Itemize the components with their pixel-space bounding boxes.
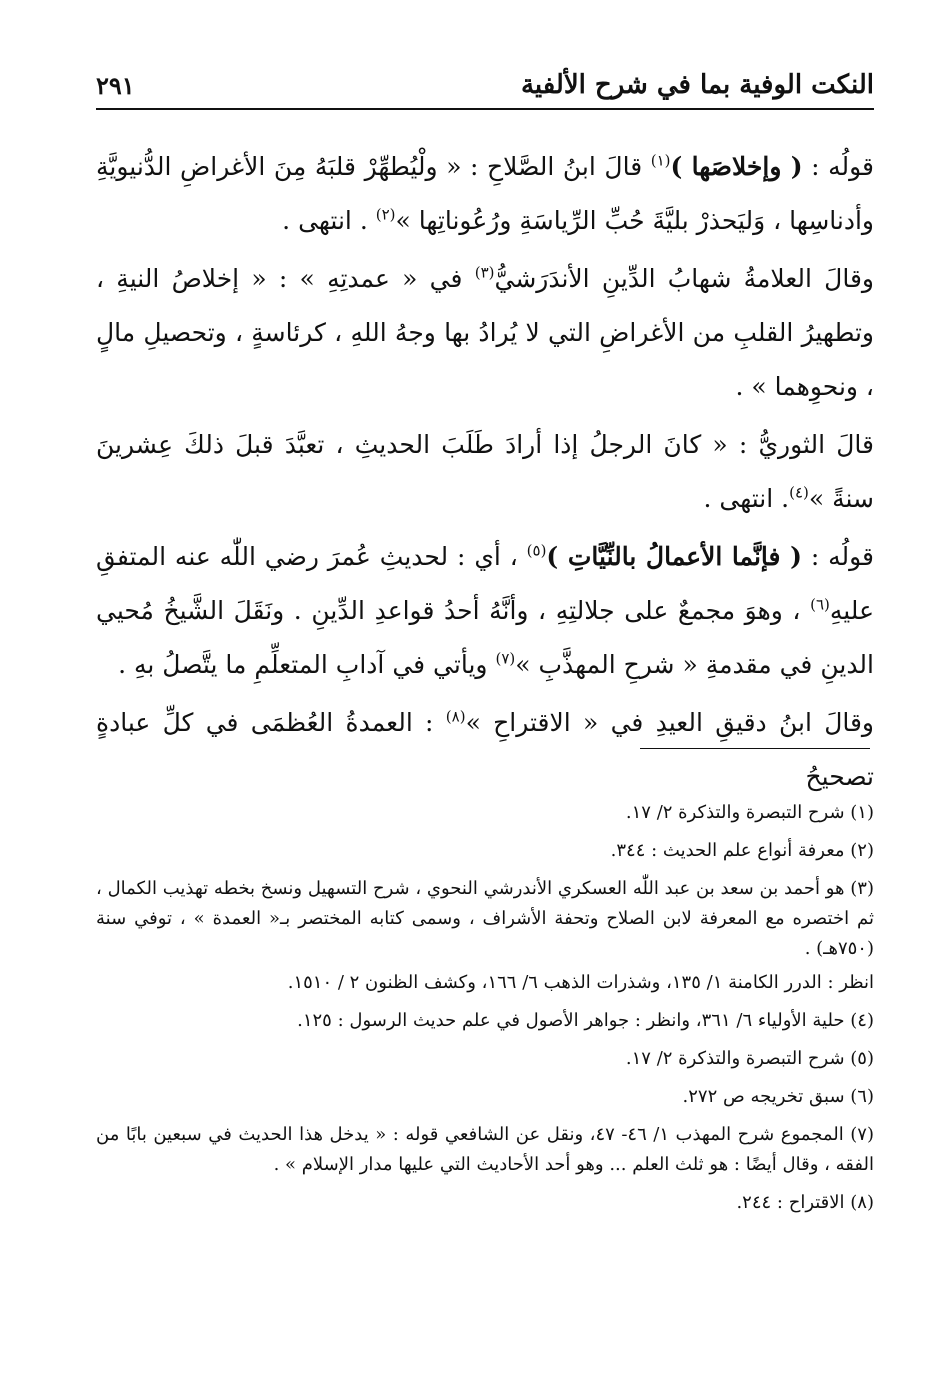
paragraph-1-end: . انتهى . — [282, 206, 376, 235]
footnote-ref: (٧) — [495, 649, 516, 668]
quoted-phrase: ( وإخلاصَها ) — [670, 152, 803, 181]
paragraph-5-text-a: وقالَ ابنُ دقيقِ العيدِ في « الاقتراحِ » — [465, 708, 874, 737]
paragraph-3-end: . انتهى . — [703, 484, 790, 513]
running-title: النكت الوفية بما في شرح الألفية — [520, 70, 874, 100]
paragraph-5-text-b: : العمدةُ العُظمَى في كلِّ عبادةٍ تصحيحُ — [96, 708, 874, 791]
paragraph-1 — [96, 140, 874, 248]
footnote-7: (٧) المجموع شرح المهذب ١/ ٤٦- ٤٧، ونقل عن الشافعي قوله : « يدخل هذا الحديث في سبعين بابًا من الفقه ، وقال أيضًا : هو ثلث العلم ... وهو أحد الأحاديث التي عليها مدار الإسلام » . — [96, 1124, 874, 1175]
footnote-ref: (٥) — [526, 541, 547, 560]
paragraph-4-intro: قولُه : — [801, 542, 874, 571]
footnote-4: (٤) حلية الأولياء ٦/ ٣٦١، وانظر : جواهر الأصول في علم حديث الرسول : ١٢٥. — [297, 1010, 874, 1031]
paragraph-5 — [96, 696, 874, 804]
paragraph-4-text-a: ، أي : لحديثِ عُمرَ رضي اللّٰه عنه المتفقِ عليهِ — [96, 542, 874, 625]
paragraph-4-text-b: ، وهوَ مجمعٌ على جلالتِهِ ، وأنَّهُ أحدُ قواعدِ الدِّينِ . ونَقَلَ الشَّيخُ مُحيي الدينِ في مقدمةِ « شرحِ المهذَّبِ » — [96, 596, 874, 679]
paragraph-3-text: قالَ الثوريُّ : « كانَ الرجلُ إذا أرادَ طَلَبَ الحديثِ ، تعبَّدَ قبلَ ذلكَ عِشرينَ سنةً » — [96, 430, 874, 513]
quoted-phrase: ( فإنَّما الأعمالُ بالنِّيَّاتِ ) — [546, 542, 802, 571]
paragraph-3 — [96, 418, 874, 526]
footnote-ref: (٦) — [810, 595, 830, 614]
footnote-1: (١) شرح التبصرة والتذكرة ٢/ ١٧. — [625, 802, 874, 823]
page-number: ٢٩١ — [96, 70, 135, 100]
footnote-ref: (١) — [650, 151, 671, 170]
footnote-ref: (٢) — [375, 205, 396, 224]
footnote-3-sources: انظر : الدرر الكامنة ١/ ١٣٥، وشذرات الذهب ٦/ ١٦٦، وكشف الظنون ٢ / ١٥١٠. — [287, 972, 874, 993]
footnotes — [96, 798, 874, 1226]
paragraph-4-text-c: ويأتي في آدابِ المتعلِّمِ ما يتَّصلُ بهِ . — [118, 650, 496, 679]
footnote-divider — [640, 748, 870, 749]
main-text — [96, 140, 874, 804]
footnote-ref: (٣) — [474, 263, 495, 282]
paragraph-2 — [96, 252, 874, 414]
paragraph-1-text: قالَ ابنُ الصَّلاحِ : « ولْيُطهِّرْ قلبَهُ مِنَ الأغراضِ الدُّنيويَّةِ وأدناسِها ، وَليَحذرْ بليَّةَ حُبِّ الرِّياسَةِ ورُعُوناتِها » — [96, 152, 874, 235]
footnote-2: (٢) معرفة أنواع علم الحديث : ٣٤٤. — [610, 840, 874, 861]
footnote-5: (٥) شرح التبصرة والتذكرة ٢/ ١٧. — [625, 1048, 874, 1069]
paragraph-4 — [96, 530, 874, 692]
footnote-6: (٦) سبق تخريجه ص ٢٧٢. — [682, 1086, 874, 1107]
footnote-ref: (٤) — [789, 483, 809, 502]
footnote-8: (٨) الاقتراح : ٢٤٤. — [736, 1192, 874, 1213]
paragraph-2-text-a: وقالَ العلامةُ شهابُ الدِّينِ الأندَرَشيُّ — [494, 264, 874, 293]
paragraph-2-text-b: في « عمدتِهِ » : « إخلاصُ النيةِ ، وتطهيرُ القلبِ من الأغراضِ التي لا يُرادُ بها وجهُ اللهِ ، كرئاسةٍ ، وتحصيلِ مالٍ ، ونحوِهما » . — [96, 264, 874, 401]
paragraph-1-intro: قولُه : — [802, 152, 875, 181]
running-header — [96, 62, 874, 110]
footnote-ref: (٨) — [445, 707, 466, 726]
footnote-3: (٣) هو أحمد بن سعد بن عبد اللّٰه العسكري الأندرشي النحوي ، شرح التسهيل ونسخ بخطه تهذيب الكمال ، ثم اختصره مع المعرفة لابن الصلاح وتحفة الأشراف ، وسمى كتابه المختصر بـ« العمدة » ، توفي سنة (٧٥٠هـ) . — [96, 878, 874, 959]
